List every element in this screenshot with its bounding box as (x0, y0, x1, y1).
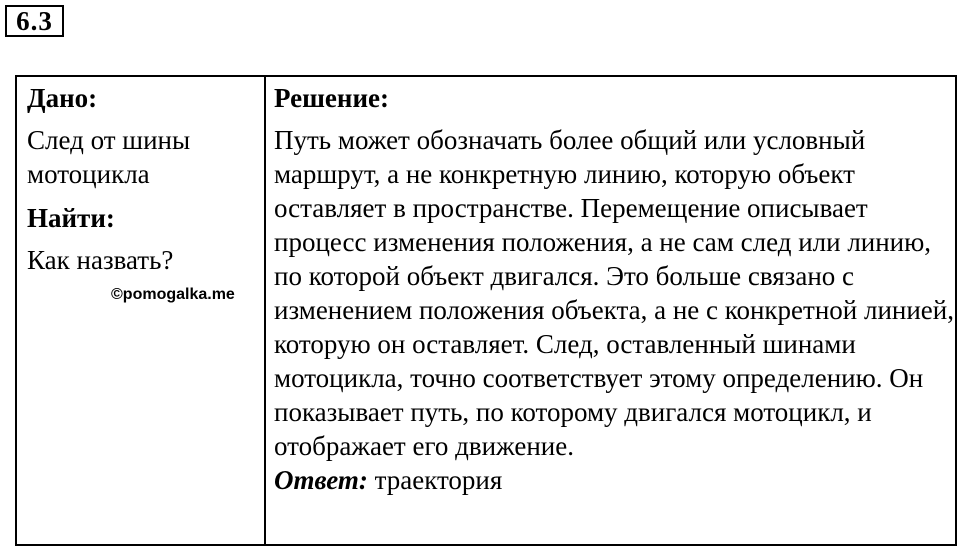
given-text: След от шины мотоцикла (27, 125, 191, 189)
column-divider (264, 77, 266, 544)
answer-line (274, 463, 954, 497)
find-header: Найти: (27, 203, 115, 233)
solution-text: Путь может обозначать более общий или условный маршрут, а не конкретную линию, которую объект оставляет в пространстве. Перемещение описывает процесс изменения положения, а не сам след или линию, по которой объект двигался. Это больше связано с изменением положения объекта, а не с конкретной линией, которую он оставляет. След, оставленный шинами мотоцикла, точно соответствует этому определению. Он показывает путь, по которому двигался мотоцикл, и отображает его движение. (274, 125, 954, 461)
solution-body (274, 123, 954, 497)
watermark: ©pomogalka.me (111, 286, 235, 303)
answer-text: траектория (374, 465, 503, 495)
answer-label: Ответ: (274, 465, 368, 495)
solution-table (15, 75, 957, 546)
find-text: Как назвать? (27, 245, 174, 275)
task-number: 6.3 (5, 5, 64, 37)
solution-header: Решение: (274, 83, 389, 113)
given-header: Дано: (27, 83, 98, 113)
